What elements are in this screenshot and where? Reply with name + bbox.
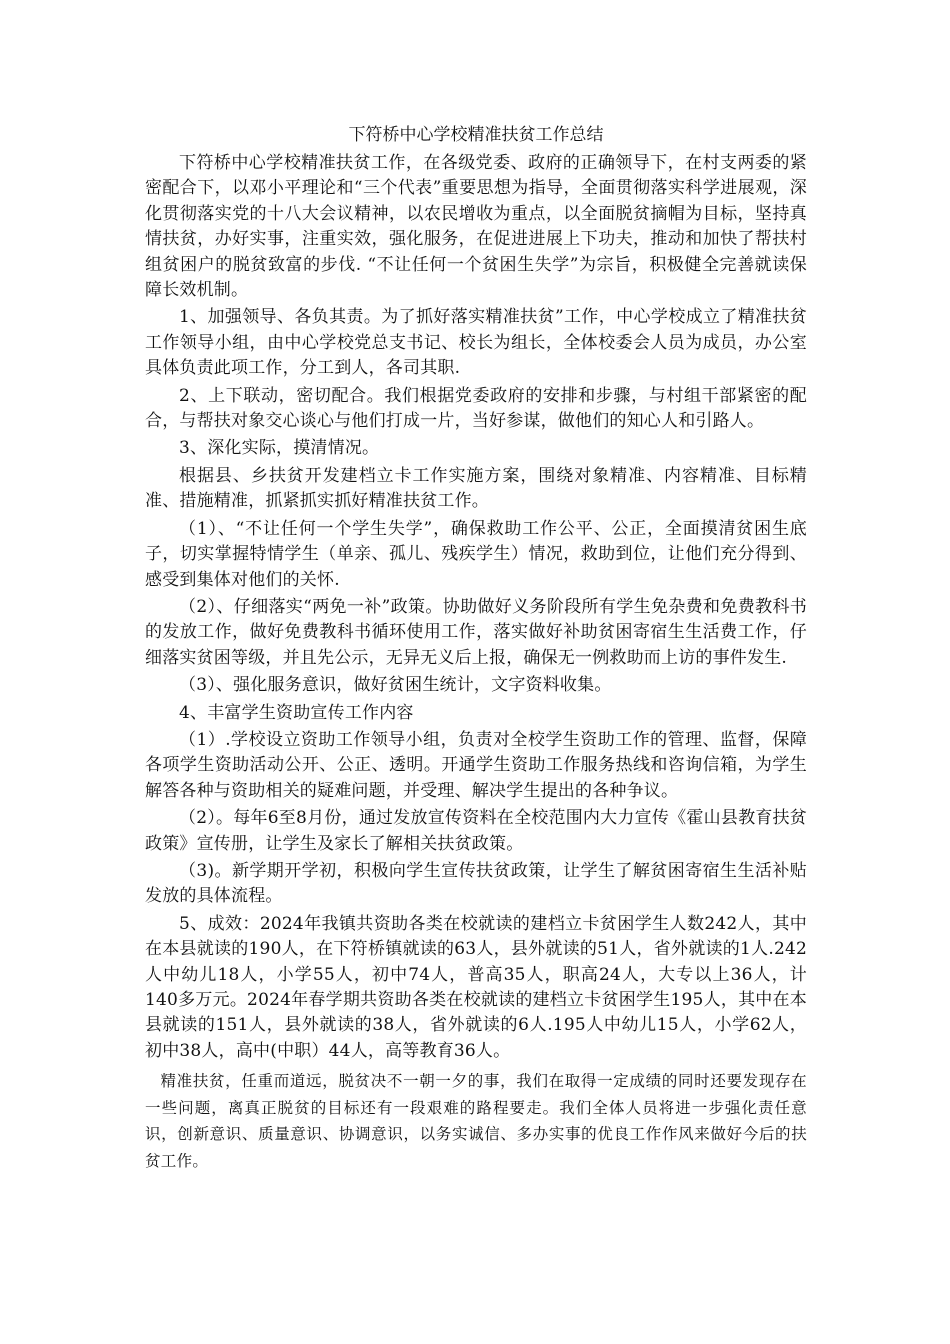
document-page bbox=[145, 122, 807, 1176]
paragraph-section-4-heading: 4、丰富学生资助宣传工作内容 bbox=[179, 702, 414, 723]
paragraph-section-5-results: 5、成效：2024年我镇共资助各类在校就读的建档立卡贫困学生人数242人，其中在本县就读的190人，在下符桥镇就读的63人，县外就读的51人，省外就读的1人.242人中幼儿18人，小学55人，初中74人，普高35人，职高24人，大专以上36人，计140多万元。2024年春学期共资助各类在校就读的建档立卡贫困学生195人，其中在本县就读的151人，县外就读的38人，省外就读的6人.195人中幼儿15人，小学62人，初中38人，高中(中职）44人，高等教育36人。 bbox=[145, 913, 807, 1061]
paragraph-section-3-item-1: （1）、“不让任何一个学生失学”，确保救助工作公平、公正，全面摸清贫困生底子，切实掌握特情学生（单亲、孤儿、残疾学生）情况，救助到位，让他们充分得到、感受到集体对他们的关怀. bbox=[145, 518, 807, 590]
paragraph-section-3-body: 根据县、乡扶贫开发建档立卡工作实施方案，围绕对象精准、内容精准、目标精准、措施精准，抓紧抓实抓好精准扶贫工作。 bbox=[145, 465, 807, 512]
paragraph-section-4-item-1: （1）.学校设立资助工作领导小组，负责对全校学生资助工作的管理、监督，保障各项学生资助活动公开、公正、透明。开通学生资助工作服务热线和咨询信箱，为学生解答各种与资助相关的疑难问题，并受理、解决学生提出的各种争议。 bbox=[145, 729, 807, 801]
paragraph-section-3-item-2: （2）、仔细落实“两免一补”政策。协助做好义务阶段所有学生免杂费和免费教科书的发放工作，做好免费教科书循环使用工作，落实做好补助贫困寄宿生生活费工作，仔细落实贫困等级，并且先公示，无异无义后上报，确保无一例救助而上访的事件发生. bbox=[145, 596, 807, 668]
document-title: 下符桥中心学校精准扶贫工作总结 bbox=[348, 125, 604, 145]
paragraph-section-3-item-3: （3）、强化服务意识，做好贫困生统计，文字资料收集。 bbox=[179, 675, 612, 696]
paragraph-section-4-item-2: （2）。每年6至8月份，通过发放宣传资料在全校范围内大力宣传《霍山县教育扶贫政策》宣传册，让学生及家长了解相关扶贫政策。 bbox=[145, 808, 807, 854]
paragraph-section-3-heading: 3、深化实际，摸清情况。 bbox=[179, 438, 380, 459]
paragraph-section-1: 1、加强领导、各负其责。为了抓好落实精准扶贫”工作，中心学校成立了精准扶贫工作领导小组，由中心学校党总支书记、校长为组长，全体校委会人员为成员，办公室具体负责此项工作，分工到人，各司其职. bbox=[145, 307, 807, 379]
paragraph-conclusion: 精准扶贫，任重而道远，脱贫决不一朝一夕的事，我们在取得一定成绩的同时还要发现存在一些问题，离真正脱贫的目标还有一段艰难的路程要走。我们全体人员将进一步强化责任意识，创新意识、质量意识、协调意识，以务实诚信、多办实事的优良工作作风来做好今后的扶贫工作。 bbox=[145, 1072, 807, 1170]
paragraph-section-4-item-3: （3)。新学期开学初，积极向学生宣传扶贫政策，让学生了解贫困寄宿生生活补贴发放的具体流程。 bbox=[145, 860, 807, 907]
paragraph-section-2: 2、上下联动，密切配合。我们根据党委政府的安排和步骤，与村组干部紧密的配合，与帮扶对象交心谈心与他们打成一片，当好参谋，做他们的知心人和引路人。 bbox=[145, 385, 807, 432]
paragraph-intro: 下符桥中心学校精准扶贫工作，在各级党委、政府的正确领导下，在村支两委的紧密配合下，以邓小平理论和“三个代表”重要思想为指导，全面贯彻落实科学进展观，深化贯彻落实党的十八大会议精神，以农民增收为重点，以全面脱贫摘帽为目标，坚持真情扶贫，办好实事，注重实效，强化服务，在促进进展上下功夫，推动和加快了帮扶村组贫困户的脱贫致富的步伐. “不让任何一个贫困生失学”为宗旨，积极健全完善就读保障长效机制。 bbox=[145, 153, 807, 301]
